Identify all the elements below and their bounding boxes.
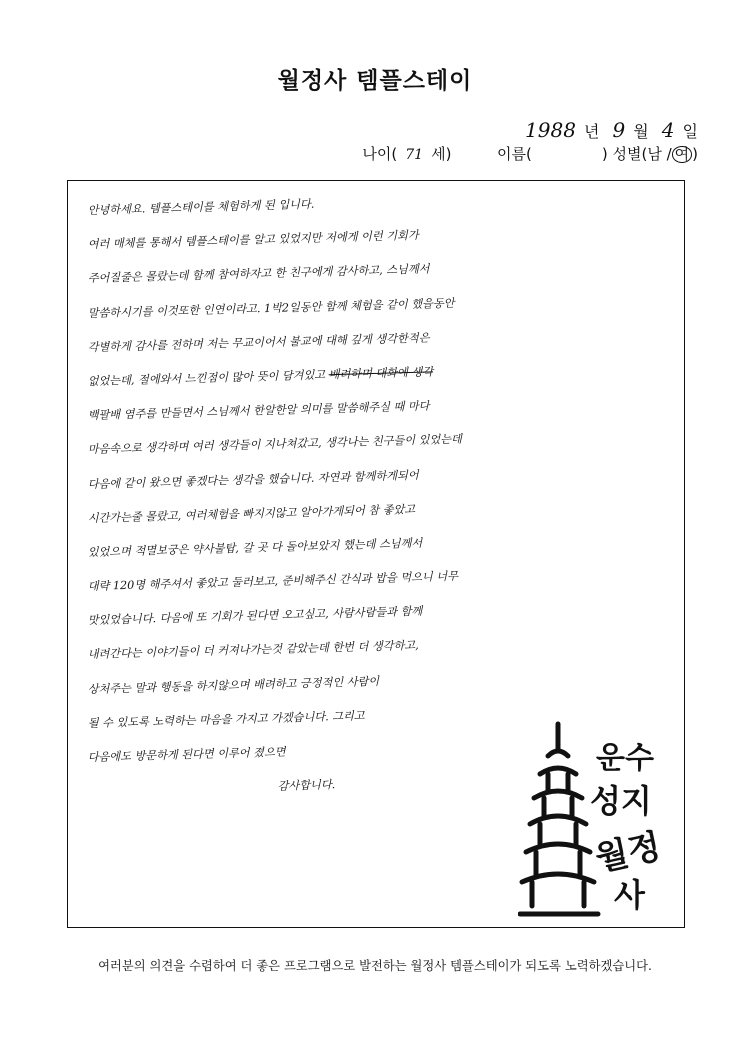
stamp-text-2: 성지 [590, 782, 652, 820]
letter-line-text: 없었는데, 절에와서 느낀점이 많아 뜻이 담겨있고 [87, 368, 326, 388]
age-value: 71 [405, 147, 424, 163]
letter-line: 대략 120명 해주셔서 좋았고 둘러보고, 준비해주신 간식과 밥을 먹으니 너무 [87, 569, 459, 594]
letter-line: 백팔배 염주를 만들면서 스님께서 한알한알 의미를 말씀해주실 때 마다 [87, 399, 430, 423]
stamp-text-1: 운수 [596, 741, 654, 776]
letter-line: 다음에 같이 왔으면 좋겠다는 생각을 했습니다. 자연과 함께하게되어 [87, 468, 419, 491]
name-close: ) [601, 145, 608, 163]
letter-line: 안녕하세요. 템플스테이를 체험하게 된 입니다. [87, 197, 315, 218]
age-label: 나이( [362, 145, 398, 163]
footer-note: 여러분의 의견을 수렴하여 더 좋은 프로그램으로 발전하는 월정사 템플스테이가 되도록 노력하겠습니다. [98, 959, 652, 973]
letter-line: 상처주는 말과 행동을 하지않으며 배려하고 긍정적인 사람이 [87, 674, 380, 696]
letter-line: 될 수 있도록 노력하는 마음을 가지고 가겠습니다. 그리고 [87, 709, 365, 730]
letter-line: 내려간다는 이야기들이 더 커져나가는것 같았는데 한번 더 생각하고, [87, 639, 419, 662]
pagoda-drawing [520, 724, 598, 914]
date-year-unit: 년 [583, 122, 600, 141]
stamp-text-4: 사 [614, 876, 645, 914]
letter-line: 있었으며 적멸보궁은 약사불탑, 갈 곳 다 돌아보았지 했는데 스님께서 [87, 536, 423, 559]
letter-line: 말씀하시기를 이것또한 인연이라고. 1박2일동안 함께 체험을 같이 했을동안 [87, 296, 455, 320]
letter-line: 시간가는줄 몰랐고, 여러체험을 빠지지않고 알아가게되어 참 좋았고 [87, 502, 416, 525]
strikethrough-text: 배려하며 대화에 생각 [328, 365, 434, 382]
gender-selected-circle: 여 [672, 146, 693, 163]
letter-line: 주어질줄은 몰랐는데 함께 참여하자고 한 친구에게 감사하고, 스님께서 [87, 262, 430, 286]
date-month: 9 [612, 118, 626, 142]
letter-line: 맛있었습니다. 다음에 또 기회가 된다면 오고싶고, 사람사람들과 함께 [87, 604, 423, 628]
letter-line: 여러 매체를 통해서 템플스테이를 알고 있었지만 저에게 이런 기회가 [87, 228, 419, 252]
stamp-characters [590, 741, 665, 914]
date-day: 4 [661, 118, 675, 142]
age-unit: 세) [431, 145, 452, 163]
letter-line: 각별하게 감사를 전하며 저는 무교이어서 불교에 대해 깊게 생각한적은 [87, 331, 430, 354]
gender-close: ) [692, 145, 698, 163]
letter-line: 감사합니다. [277, 778, 336, 793]
date-month-unit: 월 [633, 122, 649, 141]
date-year: 1988 [525, 118, 576, 142]
letter-line: 마음속으로 생각하며 여러 생각들이 지나쳐갔고, 생각나는 친구들이 있었는데 [87, 432, 463, 457]
visitor-info-line [362, 143, 698, 164]
name-label: 이름( [497, 145, 532, 163]
letter-box [67, 180, 685, 928]
page-title: 월정사 템플스테이 [277, 68, 473, 94]
date-day-unit: 일 [682, 122, 698, 141]
woljeongsa-pagoda-stamp [518, 716, 678, 926]
gender-label: 성별(남 / [612, 145, 672, 163]
letter-line: 다음에도 방문하게 된다면 이루어 졌으면 [87, 745, 286, 765]
date-line [517, 118, 698, 142]
stamp-text-3: 월정 [591, 826, 665, 880]
